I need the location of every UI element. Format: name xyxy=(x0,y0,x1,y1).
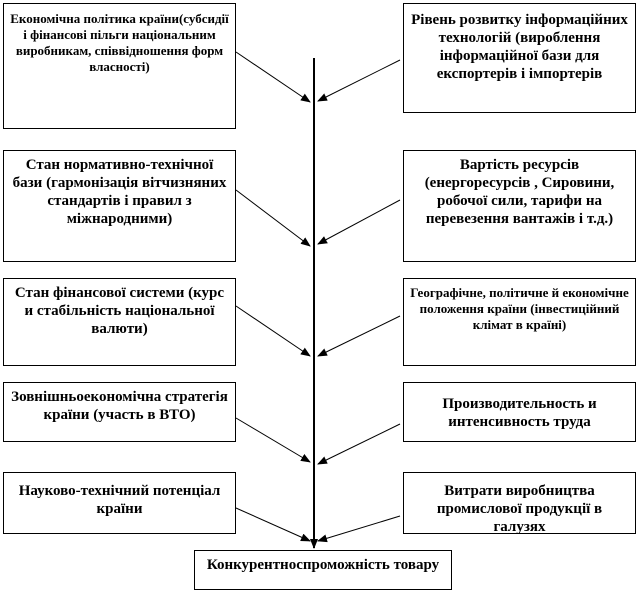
factor-text: Науково-технічний потенціал країни xyxy=(18,483,221,517)
arrow-left-5 xyxy=(236,508,310,541)
factor-text: Вартість ресурсів (енергоресурсів , Сировини, робочої сили, тарифи на перевезення вантажів і т.д.) xyxy=(424,157,615,227)
arrow-right-3 xyxy=(318,316,400,356)
result-box-competitiveness xyxy=(194,550,452,590)
factor-box-geo-position xyxy=(403,278,636,366)
arrow-left-1 xyxy=(236,52,310,102)
arrow-right-5 xyxy=(318,516,400,541)
factor-text: Зовнішньоекономічна стратегія країни (участь в ВТО) xyxy=(11,389,228,423)
factor-box-economic-policy xyxy=(3,3,236,129)
factor-text: Производительность и интенсивность труда xyxy=(442,396,597,430)
arrow-right-2 xyxy=(318,200,400,244)
factor-box-productivity xyxy=(403,382,636,442)
factor-text: Рівень розвитку інформаційних технологій (вироблення інформаційної бази для експортерів і імпортерів xyxy=(411,12,628,82)
factor-text: Стан нормативно-технічної бази (гармонізація вітчизняних стандартів і правил з міжнародними) xyxy=(12,157,227,227)
factor-box-resource-cost xyxy=(403,150,636,262)
factor-text: Економічна політика країни(субсидії і фінансові пільги національним виробникам, співвідношення форм власності) xyxy=(10,11,229,74)
arrow-left-3 xyxy=(236,306,310,356)
factor-box-financial-system xyxy=(3,278,236,366)
arrow-left-2 xyxy=(236,190,310,246)
factor-box-it-level xyxy=(403,3,636,113)
arrow-right-1 xyxy=(318,60,400,101)
arrow-left-4 xyxy=(236,418,310,462)
factor-text: Географічне, політичне й економічне положення країни (інвестиційний клімат в країні) xyxy=(410,285,629,332)
factor-box-production-costs xyxy=(403,472,636,534)
result-text: Конкурентноспроможність товару xyxy=(206,557,440,573)
factor-box-normative-base xyxy=(3,150,236,262)
arrow-right-4 xyxy=(318,424,400,464)
factor-text: Витрати виробництва промислової продукції в галузях xyxy=(436,483,603,534)
factor-text: Стан фінансової системи (курс и стабільність національної валюти) xyxy=(14,285,225,337)
factor-box-scientific-potential xyxy=(3,472,236,534)
factor-box-foreign-strategy xyxy=(3,382,236,442)
